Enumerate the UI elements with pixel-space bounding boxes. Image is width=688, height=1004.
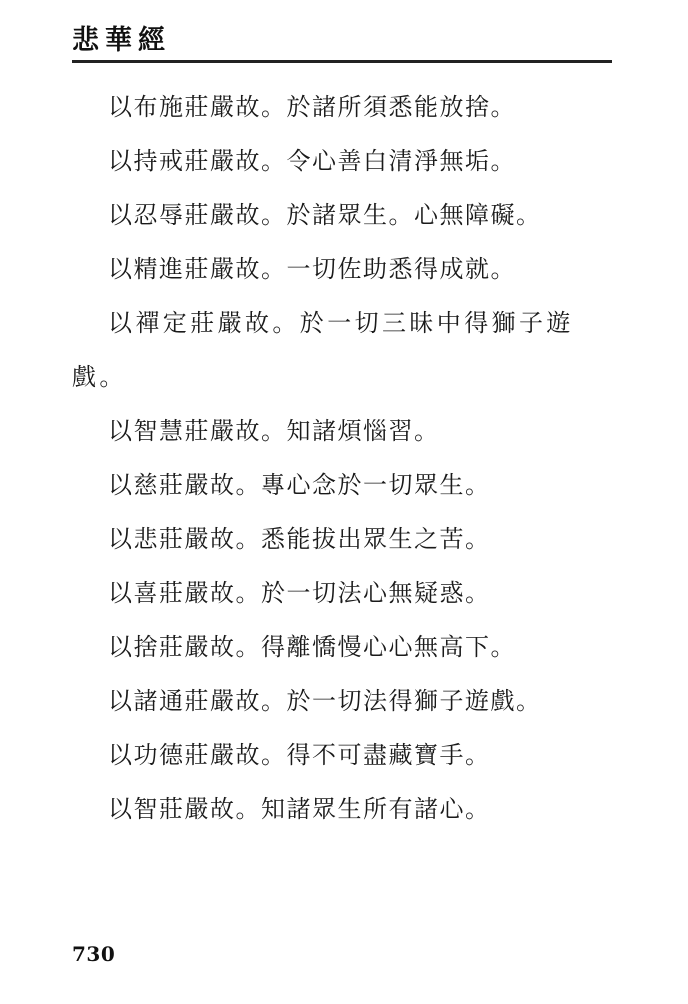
paragraph-abhijna: 以諸通莊嚴故。於一切法得獅子遊戲。 bbox=[108, 687, 542, 715]
paragraph-jnana: 以智莊嚴故。知諸眾生所有諸心。 bbox=[108, 795, 491, 823]
paragraph-punya: 以功德莊嚴故。得不可盡藏寶手。 bbox=[108, 741, 491, 769]
paragraph-virya: 以精進莊嚴故。一切佐助悉得成就。 bbox=[108, 255, 516, 283]
paragraph-dana: 以布施莊嚴故。於諸所須悉能放捨。 bbox=[108, 93, 516, 121]
body-text bbox=[72, 80, 617, 836]
paragraph-dhyana: 以禪定莊嚴故。於一切三昧中得獅子遊戲。 bbox=[72, 309, 574, 391]
page-number: 730 bbox=[72, 942, 116, 966]
paragraph-mudita: 以喜莊嚴故。於一切法心無疑惑。 bbox=[108, 579, 491, 607]
paragraph-ksanti: 以忍辱莊嚴故。於諸眾生。心無障礙。 bbox=[108, 201, 542, 229]
paragraph-sila: 以持戒莊嚴故。令心善白清淨無垢。 bbox=[108, 147, 516, 175]
paragraph-upeksa: 以捨莊嚴故。得離憍慢心心無高下。 bbox=[108, 633, 516, 661]
running-header bbox=[72, 24, 612, 63]
paragraph-maitri: 以慈莊嚴故。專心念於一切眾生。 bbox=[108, 471, 491, 499]
paragraph-prajna: 以智慧莊嚴故。知諸煩惱習。 bbox=[108, 417, 440, 445]
paragraph-karuna: 以悲莊嚴故。悉能拔出眾生之苦。 bbox=[108, 525, 491, 553]
book-title: 悲華經 bbox=[72, 25, 171, 56]
